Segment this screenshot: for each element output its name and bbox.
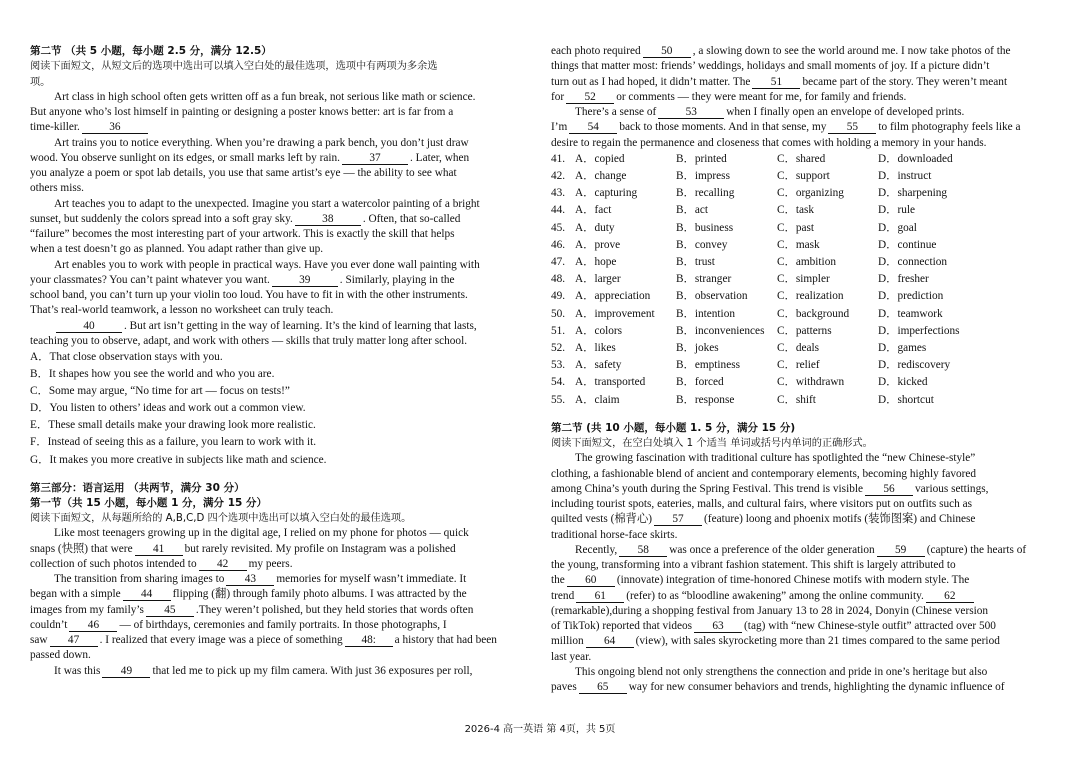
blank-39: 39 — [272, 274, 338, 287]
passage-line: million 64 (view), with sales skyrocketing more than 21 times compared to the same period — [551, 635, 1000, 648]
option-d: D．teamwork — [878, 307, 943, 320]
passage-line: snaps (快照) that were 41 but rarely revisited. My profile on Instagram was a polished — [30, 542, 456, 555]
passage-line: saw 47 . I realized that every image was a piece of something 48: a history that had been — [30, 634, 497, 647]
blank-53: 53 — [658, 106, 724, 119]
passage-line: school band, you can’t turn up your violin too loud. You have to fit in with the other instruments. — [30, 289, 468, 301]
part-3-header: 第三部分：语言运用 （共两节，满分 30 分） — [30, 481, 245, 494]
part-3-section-1-header: 第一节（共 15 小题，每小题 1 分，满分 15 分） — [30, 496, 267, 509]
passage-line: of TikTok) reported that videos 63 (tag) with “new Chinese-style outfit” attracted over 500 — [551, 620, 996, 633]
passage-line: clothing, a fashionable blend of ancient and contemporary elements, becoming highly favored — [551, 467, 977, 480]
blank-59: 59 — [877, 544, 925, 557]
blank-54: 54 — [569, 121, 617, 134]
question-number: 43. — [551, 187, 566, 200]
question-number: 50. — [551, 307, 566, 320]
blank-61: 61 — [576, 590, 624, 603]
passage-line: quilted vests (棉背心) 57 (feature) loong and phoenix motifs (装饰图案) and Chinese — [551, 513, 976, 526]
passage-line: desire to regain the permanence and closeness that comes with holding a memory in your hands. — [551, 136, 987, 149]
part-3-instruction: 阅读下面短文，从每题所给的 A,B,C,D 四个选项中选出可以填入空白处的最佳选项。 — [30, 513, 412, 525]
option-b: B．emptiness — [676, 359, 741, 372]
option-b: B．inconveniences — [676, 324, 765, 337]
question-number: 47. — [551, 255, 566, 268]
option-c: C．patterns — [777, 324, 832, 337]
option-c: C．organizing — [777, 187, 844, 200]
question-number: 49. — [551, 290, 566, 303]
blank-57: 57 — [654, 513, 702, 526]
option-a: A．improvement — [575, 307, 655, 320]
passage-line: including tourist spots, eateries, malls, and cultural fairs, where visitors put on outfits such as — [551, 498, 973, 511]
passage-line: Art trains you to notice everything. When you’re drawing a park bench, you don’t just draw — [54, 136, 469, 149]
option-c: C．withdrawn — [777, 376, 845, 389]
option-a: A．larger — [575, 273, 621, 286]
option-b: B．forced — [676, 376, 724, 389]
option-d: D．shortcut — [878, 393, 934, 406]
question-number: 55. — [551, 393, 566, 406]
option-a: A．duty — [575, 221, 615, 234]
option-row — [551, 392, 1051, 409]
option-row — [551, 202, 1051, 219]
question-number: 41. — [551, 152, 566, 165]
section-2-grammar-instruction: 阅读下面短文，在空白处填入 1 个适当 单词或括号内单词的正确形式。 — [551, 438, 873, 450]
option-d: D．imperfections — [878, 324, 960, 337]
question-number: 48. — [551, 273, 566, 286]
passage-line: couldn’t 46 — of birthdays, ceremonies and family portraits. In those photographs, I — [30, 618, 447, 631]
passage-line: I’m 54 back to those moments. And in that sense, my 55 to film photography feels like a — [551, 121, 1021, 134]
passage-line: you analyze a poem or spot lab details, you use that same artist’s eye — the ability to see what — [30, 167, 457, 179]
blank-52: 52 — [566, 91, 614, 104]
passage-line: This ongoing blend not only strengthens the connection and pride in one’s heritage but also — [575, 665, 988, 678]
left-column — [30, 44, 529, 679]
question-number: 54. — [551, 376, 566, 389]
blank-65: 65 — [579, 681, 627, 694]
passage-line: Art teaches you to adapt to the unexpected. Imagine you start a watercolor painting of a bright — [54, 197, 480, 210]
option-a: A．likes — [575, 341, 616, 354]
blank-56: 56 — [865, 483, 913, 496]
question-number: 44. — [551, 204, 566, 217]
option-b: B．convey — [676, 238, 728, 251]
option-d: D．sharpening — [878, 187, 948, 200]
choice-f: F．Instead of seeing this as a failure, you learn to work with it. — [30, 436, 317, 449]
section-2-instruction-cont: 项。 — [30, 76, 51, 88]
option-a: A．appreciation — [575, 290, 651, 303]
passage-line: teaching you to observe, adapt, and work with others — skills that truly matter long after school. — [30, 334, 468, 347]
choice-g: G．It makes you more creative in subjects like math and science. — [30, 453, 327, 466]
section-2-instruction: 阅读下面短文，从短文后的选项中选出可以填入空白处的最佳选项，选项中有两项为多余选 — [30, 61, 438, 73]
option-c: C．background — [777, 307, 850, 320]
passage-line: The transition from sharing images to 43 memories for myself wasn’t immediate. It — [54, 573, 467, 586]
passage-line: paves 65 way for new consumer behaviors and trends, highlighting the dynamic influence of — [551, 681, 1005, 694]
blank-48: 48: — [345, 634, 393, 647]
option-c: C．mask — [777, 238, 820, 251]
option-row — [551, 220, 1051, 237]
option-b: B．recalling — [676, 187, 735, 200]
question-number: 53. — [551, 359, 566, 372]
passage-line: But anyone who’s lost himself in painting or designing a poster knows better: art is far from a — [30, 106, 454, 118]
right-column — [551, 44, 1051, 695]
blank-49: 49 — [102, 665, 150, 678]
option-b: B．business — [676, 221, 734, 234]
option-d: D．downloaded — [878, 152, 953, 165]
option-row — [551, 374, 1051, 391]
option-d: D．connection — [878, 255, 948, 268]
option-a: A．fact — [575, 204, 612, 217]
passage-line: images from my family’s 45 .They weren’t polished, but they held stories that words often — [30, 603, 474, 616]
blank-36: 36 — [82, 121, 148, 134]
option-row — [551, 306, 1051, 323]
option-d: D．prediction — [878, 290, 944, 303]
passage-line: the young, transforming into a vibrant fashion statement. This shift is largely attributed to — [551, 559, 956, 572]
passage-line: your classmates? You can’t paint whatever you want. 39 . Similarly, playing in the — [30, 273, 455, 286]
option-row — [551, 237, 1051, 254]
question-number: 51. — [551, 324, 566, 337]
option-a: A．prove — [575, 238, 621, 251]
option-b: B．printed — [676, 152, 727, 165]
option-row — [551, 151, 1051, 168]
passage-line: traditional horse-face skirts. — [551, 528, 678, 541]
option-c: C．shared — [777, 152, 826, 165]
passage-line: (remarkable),during a shopping festival from January 13 to 28 in 2024, Donyin (Chinese version — [551, 604, 989, 617]
option-row — [551, 323, 1051, 340]
option-row — [551, 288, 1051, 305]
option-row — [551, 340, 1051, 357]
passage-line: collection of such photos intended to 42 my peers. — [30, 557, 293, 570]
blank-45: 45 — [146, 604, 194, 617]
option-row — [551, 271, 1051, 288]
option-b: B．response — [676, 393, 735, 406]
option-b: B．act — [676, 204, 708, 217]
option-a: A．copied — [575, 152, 625, 165]
option-d: D．fresher — [878, 273, 929, 286]
option-a: A．colors — [575, 324, 623, 337]
option-b: B．stranger — [676, 273, 732, 286]
option-a: A．safety — [575, 359, 622, 372]
passage-line: wood. You observe sunlight on its edges, or small marks left by rain. 37 . Later, when — [30, 151, 470, 164]
option-c: C．deals — [777, 341, 820, 354]
passage-line: turn out as I had hoped, it didn’t matter. The 51 became part of the story. They weren’t meant — [551, 75, 1008, 88]
question-number: 46. — [551, 238, 566, 251]
option-a: A．transported — [575, 376, 646, 389]
option-row — [551, 254, 1051, 271]
passage-line: sunset, but suddenly the colors spread into a soft gray sky. 38 . Often, that so-called — [30, 212, 461, 225]
option-row — [551, 168, 1051, 185]
passage-line: when a test doesn’t go as planned. You adapt rather than give up. — [30, 243, 324, 256]
passage-line: others miss. — [30, 182, 84, 195]
passage-line: There’s a sense of 53 when I finally open an envelope of developed prints. — [575, 106, 965, 118]
option-d: D．kicked — [878, 376, 928, 389]
option-row — [551, 185, 1051, 202]
passage-line: things that matter most: friends’ weddings, holidays and small moments of joy. If a picture didn’t — [551, 60, 990, 73]
option-b: B．intention — [676, 307, 735, 320]
passage-line: Art class in high school often gets written off as a fun break, not serious like math or science. — [54, 90, 476, 103]
option-a: A．claim — [575, 393, 620, 406]
section-2-header: 第二节 （共 5 小题，每小题 2.5 分，满分 12.5） — [30, 45, 272, 57]
blank-64: 64 — [586, 635, 634, 648]
option-c: C．ambition — [777, 255, 836, 268]
blank-42: 42 — [199, 558, 247, 571]
passage-line: That’s real-world teamwork, a lesson no worksheet can truly teach. — [30, 304, 334, 317]
passage-line: each photo required 50 , a slowing down to see the world around me. I now take photos of the — [551, 45, 1011, 57]
option-c: C．past — [777, 221, 815, 234]
passage-line: for 52 or comments — they were meant for me, for family and friends. — [551, 90, 907, 103]
option-d: D．rule — [878, 204, 916, 217]
blank-37: 37 — [342, 152, 408, 165]
section-2-grammar-header: 第二节 (共 10 小题，每小题 1. 5 分，满分 15 分) — [551, 421, 796, 434]
blank-47: 47 — [50, 634, 98, 647]
passage-line: trend 61 (refer) to as “bloodline awakening” among the online community. 62 — [551, 589, 1051, 604]
page-footer: 2026-4 高一英语 第 4页，共 5页 — [464, 724, 616, 735]
blank-46: 46 — [69, 619, 117, 632]
passage-line: began with a simple 44 flipping (翻) through family photo albums. I was attracted by the — [30, 588, 467, 601]
passage-line: 40 . But art isn’t getting in the way of learning. It’s the kind of learning that lasts, — [30, 319, 529, 334]
blank-60: 60 — [567, 574, 615, 587]
option-c: C．realization — [777, 290, 844, 303]
passage-line: The growing fascination with traditional culture has spotlighted the “new Chinese-style” — [575, 452, 976, 465]
option-d: D．instruct — [878, 169, 932, 182]
option-row — [551, 357, 1051, 374]
passage-line: passed down. — [30, 649, 91, 662]
blank-44: 44 — [123, 588, 171, 601]
choice-c: C．Some may argue, “No time for art — focus on tests!” — [30, 385, 290, 398]
passage-line: “failure” becomes the most interesting part of your artwork. This is exactly the skill that helps — [30, 228, 455, 240]
blank-40: 40 — [56, 320, 122, 333]
option-b: B．trust — [676, 255, 715, 268]
choice-a: A．That close observation stays with you. — [30, 351, 223, 363]
choice-d: D．You listen to others’ ideas and work out a common view. — [30, 402, 306, 415]
choice-e: E．These small details make your drawing look more realistic. — [30, 419, 316, 432]
option-d: D．games — [878, 341, 927, 354]
option-c: C．shift — [777, 393, 816, 406]
passage-line: Art enables you to work with people in practical ways. Have you ever done wall painting with — [54, 258, 480, 271]
option-b: B．jokes — [676, 341, 719, 354]
option-b: B．impress — [676, 169, 730, 182]
passage-line: Recently, 58 was once a preference of the older generation 59 (capture) the hearts of — [575, 543, 1027, 556]
option-d: D．rediscovery — [878, 359, 951, 372]
passage-line: It was this 49 that led me to pick up my film camera. With just 36 exposures per roll, — [54, 664, 473, 677]
options-table — [551, 151, 1051, 409]
blank-58: 58 — [619, 544, 667, 557]
option-a: A．capturing — [575, 187, 638, 200]
option-c: C．support — [777, 169, 830, 182]
option-b: B．observation — [676, 290, 748, 303]
passage-line: last year. — [551, 650, 592, 663]
choice-b: B．It shapes how you see the world and who you are. — [30, 368, 275, 381]
passage-line: among China’s youth during the Spring Festival. This trend is visible 56 various settings, — [551, 482, 989, 495]
blank-41: 41 — [135, 543, 183, 556]
option-a: A．change — [575, 169, 627, 182]
option-d: D．goal — [878, 221, 917, 234]
blank-38: 38 — [295, 213, 361, 226]
blank-63: 63 — [694, 620, 742, 633]
option-a: A．hope — [575, 255, 617, 268]
blank-51: 51 — [752, 76, 800, 89]
blank-62: 62 — [926, 590, 974, 603]
blank-50: 50 — [643, 45, 691, 58]
passage-line: time-killer. 36 — [30, 120, 529, 135]
option-c: C．task — [777, 204, 815, 217]
passage-line: Like most teenagers growing up in the digital age, I relied on my phone for photos — quick — [54, 527, 469, 540]
question-number: 42. — [551, 169, 566, 182]
blank-43: 43 — [226, 573, 274, 586]
blank-55: 55 — [828, 121, 876, 134]
question-number: 45. — [551, 221, 566, 234]
question-number: 52. — [551, 341, 566, 354]
option-c: C．simpler — [777, 273, 830, 286]
option-d: D．continue — [878, 238, 937, 251]
passage-line: the 60 (innovate) integration of time-honored Chinese motifs with modern style. The — [551, 574, 970, 587]
option-c: C．relief — [777, 359, 820, 372]
